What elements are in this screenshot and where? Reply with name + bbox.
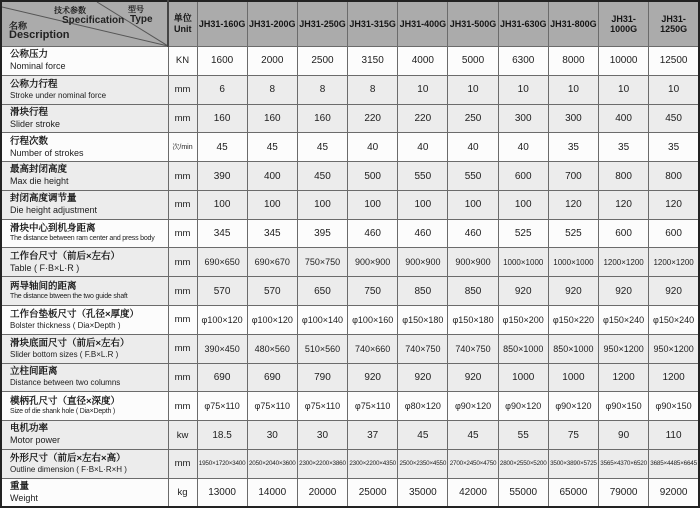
- value-cell: 750×750: [297, 248, 347, 277]
- model-header: JH31-250G: [297, 1, 347, 47]
- value-cell: 750: [348, 277, 398, 306]
- row-label: [1, 334, 168, 363]
- row-label: [1, 133, 168, 162]
- value-cell: 920: [498, 277, 548, 306]
- model-header: JH31-1000G: [599, 1, 649, 47]
- table-row: [1, 421, 699, 450]
- row-label: [1, 248, 168, 277]
- value-cell: 570: [197, 277, 247, 306]
- value-cell: 65000: [548, 478, 598, 507]
- value-cell: 18.5: [197, 421, 247, 450]
- value-cell: 2300×2200×4350: [348, 449, 398, 478]
- row-label-en: The distance between ram center and press body: [10, 235, 155, 243]
- value-cell: 160: [197, 104, 247, 133]
- row-label-zh: 滑块中心到机身距离: [10, 223, 96, 235]
- value-cell: 550: [398, 162, 448, 191]
- value-cell: 920: [348, 363, 398, 392]
- table-row: [1, 363, 699, 392]
- row-label-en: Weight: [10, 492, 38, 503]
- row-label-en: Stroke under nominal force: [10, 90, 107, 100]
- row-label: [1, 421, 168, 450]
- value-cell: 45: [398, 421, 448, 450]
- value-cell: 35: [599, 133, 649, 162]
- value-cell: 920: [398, 363, 448, 392]
- value-cell: φ90×120: [448, 392, 498, 421]
- row-label-en: Number of strokes: [10, 147, 84, 158]
- value-cell: 100: [398, 190, 448, 219]
- unit-column-header: [168, 1, 197, 47]
- value-cell: 25000: [348, 478, 398, 507]
- value-cell: 850: [448, 277, 498, 306]
- value-cell: 850×1000: [498, 334, 548, 363]
- value-cell: φ90×120: [498, 392, 548, 421]
- value-cell: 4000: [398, 47, 448, 76]
- value-cell: 6: [197, 75, 247, 104]
- value-cell: 950×1200: [599, 334, 649, 363]
- header-row: [1, 1, 699, 47]
- value-cell: 5000: [448, 47, 498, 76]
- row-label-en: Bolster thickness ( Dia×Depth ): [10, 320, 121, 330]
- unit-cell: mm: [168, 306, 197, 335]
- value-cell: 3150: [348, 47, 398, 76]
- value-cell: φ75×110: [197, 392, 247, 421]
- value-cell: 900×900: [348, 248, 398, 277]
- value-cell: 10: [398, 75, 448, 104]
- value-cell: 950×1200: [649, 334, 699, 363]
- row-label-en: Table ( F·B×L·R ): [10, 262, 80, 273]
- table-row: [1, 334, 699, 363]
- value-cell: 220: [398, 104, 448, 133]
- value-cell: 460: [448, 219, 498, 248]
- value-cell: 900×900: [448, 248, 498, 277]
- value-cell: φ150×200: [498, 306, 548, 335]
- spec-label-en: Specification: [62, 15, 125, 26]
- row-label-zh: 立柱间距离: [10, 366, 58, 378]
- row-label-zh: 外形尺寸（前后×左右×高）: [10, 452, 126, 464]
- value-cell: 45: [197, 133, 247, 162]
- unit-cell: mm: [168, 392, 197, 421]
- table-row: [1, 190, 699, 219]
- model-header: JH31-315G: [348, 1, 398, 47]
- unit-cell: mm: [168, 334, 197, 363]
- row-label: [1, 75, 168, 104]
- row-label-en: Slider stroke: [10, 118, 61, 129]
- value-cell: 10: [448, 75, 498, 104]
- corner-header-cell: [1, 1, 168, 47]
- value-cell: 345: [197, 219, 247, 248]
- value-cell: 1200×1200: [599, 248, 649, 277]
- value-cell: 40: [348, 133, 398, 162]
- type-label-en: Type: [130, 14, 153, 25]
- value-cell: 800: [649, 162, 699, 191]
- type-label-zh: 型号: [128, 5, 144, 14]
- value-cell: φ100×120: [197, 306, 247, 335]
- unit-cell: mm: [168, 363, 197, 392]
- value-cell: 79000: [599, 478, 649, 507]
- value-cell: 480×560: [247, 334, 297, 363]
- value-cell: 2000: [247, 47, 297, 76]
- value-cell: 100: [247, 190, 297, 219]
- row-label-en: Nominal force: [10, 61, 66, 72]
- value-cell: 850: [398, 277, 448, 306]
- value-cell: 690: [197, 363, 247, 392]
- description-label-zh: 名称: [9, 21, 28, 31]
- value-cell: 8000: [548, 47, 598, 76]
- value-cell: 250: [448, 104, 498, 133]
- value-cell: 45: [448, 421, 498, 450]
- value-cell: 42000: [448, 478, 498, 507]
- value-cell: 450: [649, 104, 699, 133]
- row-label: [1, 190, 168, 219]
- model-header: JH31-500G: [448, 1, 498, 47]
- value-cell: 3565×4370×6520: [599, 449, 649, 478]
- row-label-zh: 工作台垫板尺寸（孔径×厚度）: [10, 308, 140, 320]
- value-cell: 100: [448, 190, 498, 219]
- value-cell: 90: [599, 421, 649, 450]
- value-cell: 920: [548, 277, 598, 306]
- value-cell: 120: [599, 190, 649, 219]
- row-label-en: Die height adjustment: [10, 205, 98, 216]
- unit-cell: mm: [168, 162, 197, 191]
- value-cell: 8: [297, 75, 347, 104]
- table-row: [1, 306, 699, 335]
- row-label: [1, 104, 168, 133]
- value-cell: φ150×240: [649, 306, 699, 335]
- value-cell: 35: [649, 133, 699, 162]
- value-cell: 6300: [498, 47, 548, 76]
- value-cell: 8: [247, 75, 297, 104]
- value-cell: 10: [649, 75, 699, 104]
- table-row: [1, 449, 699, 478]
- table-row: [1, 133, 699, 162]
- row-label-zh: 封闭高度调节量: [10, 193, 77, 205]
- table-row: [1, 478, 699, 507]
- value-cell: 1000×1000: [548, 248, 598, 277]
- value-cell: 13000: [197, 478, 247, 507]
- value-cell: 2050×2040×3600: [247, 449, 297, 478]
- row-label-zh: 行程次数: [10, 135, 49, 147]
- row-label-en: Size of die shank hole ( Dia×Depth ): [10, 407, 116, 415]
- value-cell: φ90×120: [548, 392, 598, 421]
- description-label-en: Description: [9, 29, 70, 41]
- row-label: [1, 277, 168, 306]
- value-cell: φ75×110: [247, 392, 297, 421]
- value-cell: 395: [297, 219, 347, 248]
- value-cell: 550: [448, 162, 498, 191]
- unit-header-zh: 单位: [173, 12, 192, 23]
- value-cell: 37: [348, 421, 398, 450]
- value-cell: 450: [297, 162, 347, 191]
- table-row: [1, 47, 699, 76]
- value-cell: 160: [297, 104, 347, 133]
- row-label: [1, 47, 168, 76]
- value-cell: 75: [548, 421, 598, 450]
- model-header: JH31-630G: [498, 1, 548, 47]
- value-cell: φ90×150: [599, 392, 649, 421]
- row-label: [1, 306, 168, 335]
- value-cell: 2700×2450×4750: [448, 449, 498, 478]
- value-cell: 8: [348, 75, 398, 104]
- value-cell: 1000: [498, 363, 548, 392]
- value-cell: 900×900: [398, 248, 448, 277]
- unit-cell: 次/min: [168, 133, 197, 162]
- value-cell: 1000×1000: [498, 248, 548, 277]
- value-cell: 740×750: [448, 334, 498, 363]
- value-cell: 120: [548, 190, 598, 219]
- value-cell: 920: [649, 277, 699, 306]
- row-label: [1, 449, 168, 478]
- value-cell: 10: [599, 75, 649, 104]
- value-cell: 35: [548, 133, 598, 162]
- value-cell: 740×660: [348, 334, 398, 363]
- value-cell: 1950×1720×3400: [197, 449, 247, 478]
- value-cell: φ90×150: [649, 392, 699, 421]
- unit-header-en: Unit: [174, 24, 192, 34]
- row-label-zh: 工作台尺寸（前后×左右）: [10, 250, 121, 262]
- table-row: [1, 104, 699, 133]
- value-cell: 10000: [599, 47, 649, 76]
- unit-cell: KN: [168, 47, 197, 76]
- row-label-zh: 最高封闭高度: [10, 164, 68, 176]
- value-cell: φ150×180: [398, 306, 448, 335]
- value-cell: 850×1000: [548, 334, 598, 363]
- row-label-zh: 电机功率: [10, 423, 49, 435]
- value-cell: 1200×1200: [649, 248, 699, 277]
- row-label-en: Max die height: [10, 176, 69, 187]
- value-cell: φ100×140: [297, 306, 347, 335]
- value-cell: 100: [498, 190, 548, 219]
- value-cell: 100: [297, 190, 347, 219]
- value-cell: 1200: [599, 363, 649, 392]
- value-cell: 40: [448, 133, 498, 162]
- value-cell: 460: [348, 219, 398, 248]
- value-cell: 35000: [398, 478, 448, 507]
- value-cell: 1000: [548, 363, 598, 392]
- value-cell: 45: [297, 133, 347, 162]
- value-cell: 100: [348, 190, 398, 219]
- value-cell: 100: [197, 190, 247, 219]
- unit-cell: mm: [168, 449, 197, 478]
- value-cell: 650: [297, 277, 347, 306]
- unit-cell: mm: [168, 219, 197, 248]
- value-cell: 12500: [649, 47, 699, 76]
- row-label-zh: 公称力行程: [10, 78, 58, 90]
- value-cell: 790: [297, 363, 347, 392]
- value-cell: 45: [247, 133, 297, 162]
- row-label: [1, 162, 168, 191]
- value-cell: 920: [448, 363, 498, 392]
- value-cell: 2300×2200×3860: [297, 449, 347, 478]
- value-cell: 400: [247, 162, 297, 191]
- model-header: JH31-800G: [548, 1, 598, 47]
- table-row: [1, 75, 699, 104]
- unit-cell: mm: [168, 75, 197, 104]
- unit-cell: mm: [168, 277, 197, 306]
- unit-cell: kg: [168, 478, 197, 507]
- value-cell: 500: [348, 162, 398, 191]
- model-header: JH31-400G: [398, 1, 448, 47]
- value-cell: 700: [548, 162, 598, 191]
- row-label-zh: 重量: [10, 480, 30, 492]
- row-label-zh: 两导轴间的距离: [10, 280, 77, 292]
- unit-cell: mm: [168, 248, 197, 277]
- value-cell: 460: [398, 219, 448, 248]
- value-cell: 10: [498, 75, 548, 104]
- value-cell: 1200: [649, 363, 699, 392]
- value-cell: 400: [599, 104, 649, 133]
- unit-cell: mm: [168, 104, 197, 133]
- value-cell: 525: [548, 219, 598, 248]
- row-label: [1, 478, 168, 507]
- row-label-zh: 滑块底面尺寸（前后×左右）: [10, 337, 130, 349]
- value-cell: 55000: [498, 478, 548, 507]
- value-cell: φ100×160: [348, 306, 398, 335]
- value-cell: 800: [599, 162, 649, 191]
- value-cell: 92000: [649, 478, 699, 507]
- value-cell: 2500×2350×4550: [398, 449, 448, 478]
- value-cell: φ80×120: [398, 392, 448, 421]
- value-cell: 510×560: [297, 334, 347, 363]
- model-header: JH31-160G: [197, 1, 247, 47]
- value-cell: φ75×110: [348, 392, 398, 421]
- value-cell: 2500: [297, 47, 347, 76]
- value-cell: 1600: [197, 47, 247, 76]
- table-row: [1, 162, 699, 191]
- value-cell: 10: [548, 75, 598, 104]
- value-cell: 30: [297, 421, 347, 450]
- value-cell: 55: [498, 421, 548, 450]
- value-cell: 110: [649, 421, 699, 450]
- row-label-en: Motor power: [10, 435, 61, 446]
- value-cell: φ100×120: [247, 306, 297, 335]
- value-cell: 690×650: [197, 248, 247, 277]
- value-cell: 2800×2550×5200: [498, 449, 548, 478]
- value-cell: 390: [197, 162, 247, 191]
- row-label-en: The distance btween the two guide shaft: [10, 292, 128, 300]
- value-cell: 690: [247, 363, 297, 392]
- value-cell: 220: [348, 104, 398, 133]
- value-cell: 345: [247, 219, 297, 248]
- table-row: [1, 277, 699, 306]
- value-cell: 600: [599, 219, 649, 248]
- value-cell: 600: [649, 219, 699, 248]
- value-cell: 300: [548, 104, 598, 133]
- row-label-en: Distance between two columns: [10, 378, 121, 388]
- value-cell: 740×750: [398, 334, 448, 363]
- value-cell: 120: [649, 190, 699, 219]
- value-cell: φ150×220: [548, 306, 598, 335]
- unit-cell: kw: [168, 421, 197, 450]
- model-header: JH31-200G: [247, 1, 297, 47]
- spec-label-zh: 技术参数: [54, 6, 86, 15]
- value-cell: 40: [398, 133, 448, 162]
- value-cell: 570: [247, 277, 297, 306]
- value-cell: 3500×3890×5725: [548, 449, 598, 478]
- value-cell: 600: [498, 162, 548, 191]
- row-label-en: Slider bottom sizes ( F.B×L.R ): [10, 349, 119, 359]
- row-label-en: Outline dimension ( F·B×L·R×H ): [10, 464, 127, 474]
- value-cell: 300: [498, 104, 548, 133]
- table-row: [1, 219, 699, 248]
- row-label: [1, 392, 168, 421]
- value-cell: 525: [498, 219, 548, 248]
- row-label-zh: 公称压力: [10, 49, 49, 61]
- table-row: [1, 248, 699, 277]
- row-label: [1, 363, 168, 392]
- row-label-zh: 滑块行程: [10, 106, 49, 118]
- value-cell: 14000: [247, 478, 297, 507]
- value-cell: 390×450: [197, 334, 247, 363]
- value-cell: 160: [247, 104, 297, 133]
- value-cell: φ150×240: [599, 306, 649, 335]
- model-header: JH31-1250G: [649, 1, 699, 47]
- value-cell: φ75×110: [297, 392, 347, 421]
- value-cell: 920: [599, 277, 649, 306]
- value-cell: 20000: [297, 478, 347, 507]
- value-cell: 40: [498, 133, 548, 162]
- unit-cell: mm: [168, 190, 197, 219]
- value-cell: 3685×4485×6645: [649, 449, 699, 478]
- value-cell: 30: [247, 421, 297, 450]
- row-label: [1, 219, 168, 248]
- table-row: [1, 392, 699, 421]
- value-cell: φ150×180: [448, 306, 498, 335]
- row-label-zh: 模柄孔尺寸（直径×深度）: [10, 395, 121, 407]
- value-cell: 690×670: [247, 248, 297, 277]
